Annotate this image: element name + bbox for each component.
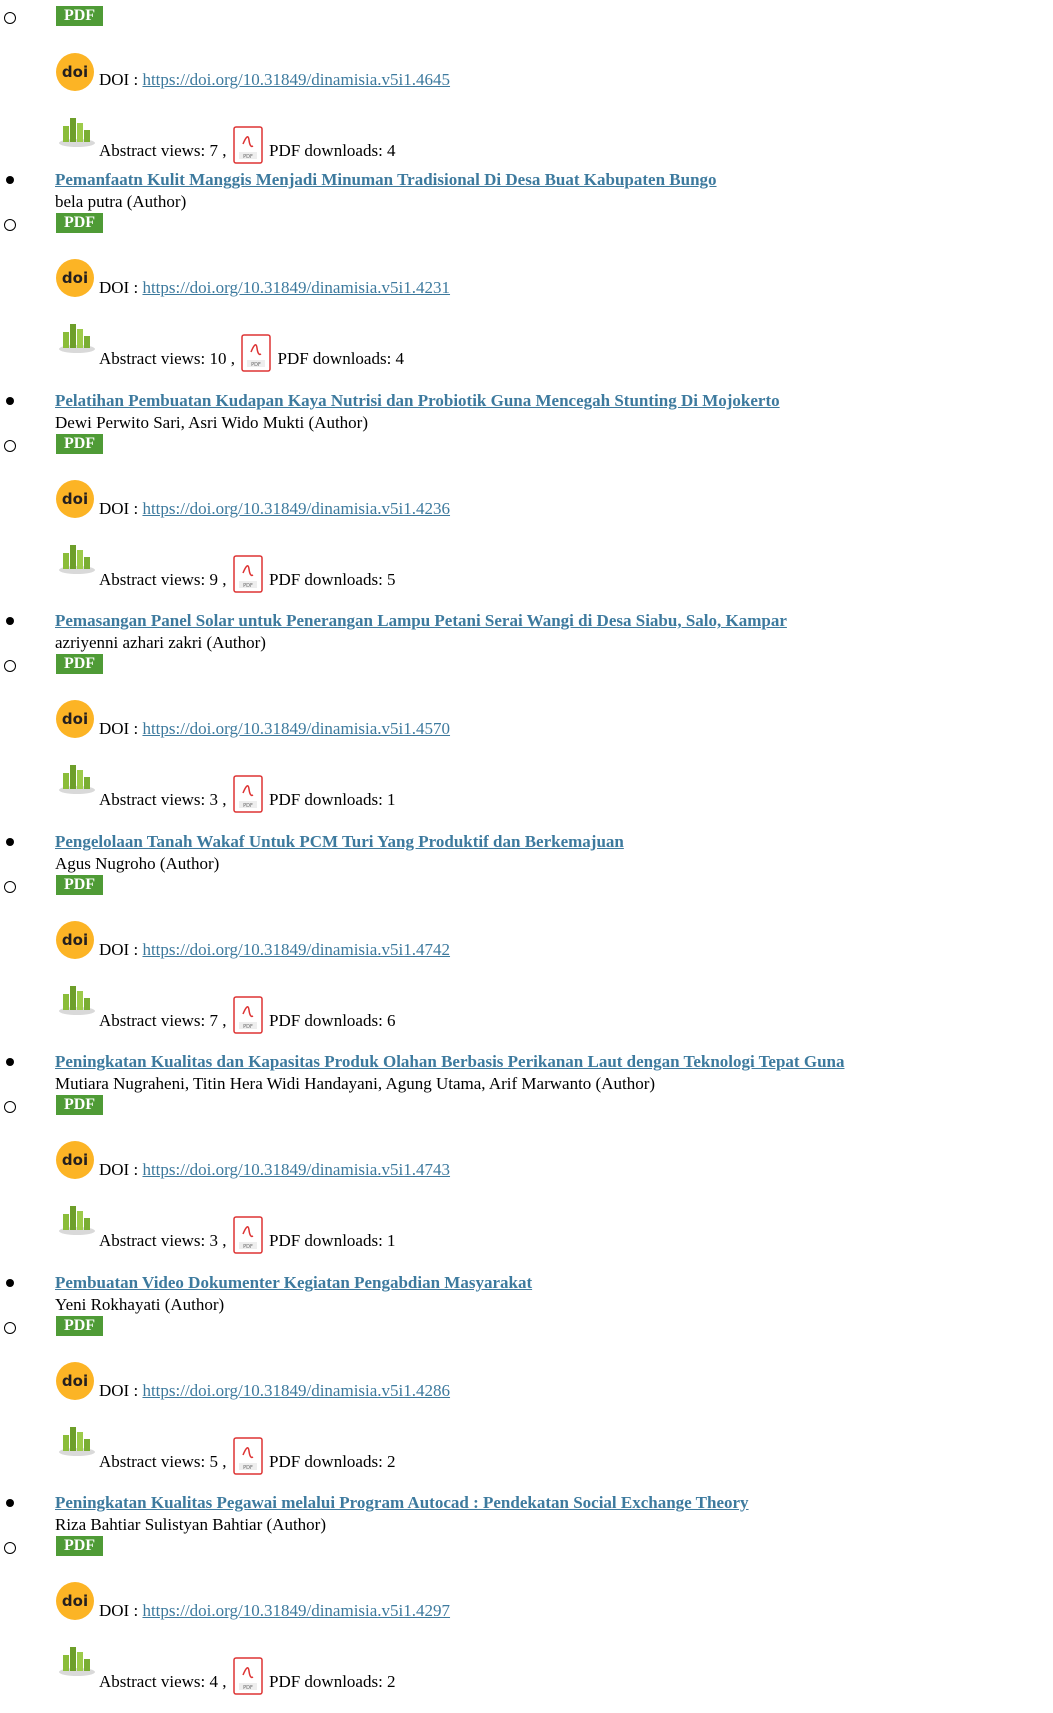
doi-icon <box>55 920 95 960</box>
abstract-views: Abstract views: 10 , <box>99 349 235 368</box>
article-authors: Riza Bahtiar Sulistyan Bahtiar (Author) <box>55 1515 326 1534</box>
abstract-views: Abstract views: 7 , <box>99 141 227 160</box>
doi-link[interactable]: https://doi.org/10.31849/dinamisia.v5i1.4286 <box>142 1381 451 1400</box>
list-bullet <box>6 1279 14 1287</box>
stats-row <box>99 555 396 593</box>
pdf-button[interactable]: PDF <box>56 6 103 26</box>
pdf-file-icon <box>233 1216 263 1254</box>
pdf-button[interactable]: PDF <box>56 1095 103 1115</box>
svg-text:PDF: PDF <box>242 1685 253 1691</box>
pdf-file-icon <box>233 996 263 1034</box>
stats-row <box>99 1657 396 1695</box>
doi-row <box>99 1160 450 1180</box>
article-authors: Yeni Rokhayati (Author) <box>55 1295 225 1314</box>
article-authors: bela putra (Author) <box>55 192 187 211</box>
bar-chart-icon <box>55 1641 97 1677</box>
pdf-button[interactable]: PDF <box>56 213 103 233</box>
pdf-downloads: PDF downloads: 4 <box>268 141 396 160</box>
abstract-views: Abstract views: 7 , <box>99 1011 227 1030</box>
stats-row <box>99 1437 396 1475</box>
pdf-button[interactable]: PDF <box>56 654 103 674</box>
svg-text:doi: doi <box>61 1592 89 1610</box>
svg-text:PDF: PDF <box>242 1024 253 1030</box>
doi-icon <box>55 258 95 298</box>
article-title-link[interactable]: Pelatihan Pembuatan Kudapan Kaya Nutrisi dan Probiotik Guna Mencegah Stunting Di Mojokerto <box>55 391 780 410</box>
sub-bullet <box>4 660 16 672</box>
doi-icon <box>55 1581 95 1621</box>
pdf-file-icon <box>233 775 263 813</box>
sub-bullet <box>4 1322 16 1334</box>
doi-label: DOI : <box>99 940 139 959</box>
doi-row <box>99 940 450 960</box>
article-title-link[interactable]: Pemasangan Panel Solar untuk Penerangan Lampu Petani Serai Wangi di Desa Siabu, Salo, Kampar <box>55 611 787 630</box>
doi-row <box>99 70 450 90</box>
article-authors: Mutiara Nugraheni, Titin Hera Widi Handayani, Agung Utama, Arif Marwanto (Author) <box>55 1074 656 1093</box>
article-authors: azriyenni azhari zakri (Author) <box>55 633 266 652</box>
pdf-downloads: PDF downloads: 6 <box>268 1011 396 1030</box>
svg-text:PDF: PDF <box>242 583 253 589</box>
doi-row <box>99 1601 450 1621</box>
doi-label: DOI : <box>99 70 139 89</box>
bar-chart-icon <box>55 1421 97 1457</box>
svg-text:doi: doi <box>61 269 89 287</box>
pdf-file-icon <box>233 126 263 164</box>
sub-bullet <box>4 219 16 231</box>
doi-label: DOI : <box>99 278 139 297</box>
sub-bullet <box>4 881 16 893</box>
abstract-views: Abstract views: 5 , <box>99 1452 227 1471</box>
pdf-downloads: PDF downloads: 5 <box>268 570 396 589</box>
pdf-downloads: PDF downloads: 2 <box>268 1672 396 1691</box>
abstract-views: Abstract views: 4 , <box>99 1672 227 1691</box>
bar-chart-icon <box>55 318 97 354</box>
doi-link[interactable]: https://doi.org/10.31849/dinamisia.v5i1.4645 <box>142 70 451 89</box>
doi-label: DOI : <box>99 1381 139 1400</box>
doi-link[interactable]: https://doi.org/10.31849/dinamisia.v5i1.4742 <box>142 940 451 959</box>
pdf-file-icon <box>241 334 271 372</box>
article-title-link[interactable]: Peningkatan Kualitas dan Kapasitas Produk Olahan Berbasis Perikanan Laut dengan Teknologi Tepat Guna <box>55 1052 845 1071</box>
doi-link[interactable]: https://doi.org/10.31849/dinamisia.v5i1.4570 <box>142 719 451 738</box>
svg-text:doi: doi <box>61 1151 89 1169</box>
pdf-file-icon <box>233 1437 263 1475</box>
list-bullet <box>6 397 14 405</box>
doi-label: DOI : <box>99 1601 139 1620</box>
svg-text:doi: doi <box>61 490 89 508</box>
article-title-link[interactable]: Pembuatan Video Dokumenter Kegiatan Pengabdian Masyarakat <box>55 1273 533 1292</box>
doi-link[interactable]: https://doi.org/10.31849/dinamisia.v5i1.4231 <box>142 278 451 297</box>
svg-text:doi: doi <box>61 710 89 728</box>
sub-bullet <box>4 12 16 24</box>
svg-text:doi: doi <box>61 931 89 949</box>
stats-row <box>99 775 396 813</box>
article-authors: Agus Nugroho (Author) <box>55 854 220 873</box>
list-bullet <box>6 838 14 846</box>
stats-row <box>99 996 396 1034</box>
doi-label: DOI : <box>99 499 139 518</box>
doi-label: DOI : <box>99 719 139 738</box>
pdf-downloads: PDF downloads: 1 <box>268 790 396 809</box>
doi-link[interactable]: https://doi.org/10.31849/dinamisia.v5i1.4743 <box>142 1160 451 1179</box>
pdf-file-icon <box>233 1657 263 1695</box>
article-authors: Dewi Perwito Sari, Asri Wido Mukti (Author) <box>55 413 369 432</box>
pdf-button[interactable]: PDF <box>56 434 103 454</box>
pdf-button[interactable]: PDF <box>56 875 103 895</box>
bar-chart-icon <box>55 539 97 575</box>
pdf-downloads: PDF downloads: 1 <box>268 1231 396 1250</box>
svg-text:PDF: PDF <box>242 1244 253 1250</box>
sub-bullet <box>4 1542 16 1554</box>
doi-icon <box>55 479 95 519</box>
svg-text:PDF: PDF <box>242 154 253 160</box>
svg-text:PDF: PDF <box>242 803 253 809</box>
list-bullet <box>6 176 14 184</box>
svg-text:PDF: PDF <box>251 362 262 368</box>
article-title-link[interactable]: Peningkatan Kualitas Pegawai melalui Program Autocad : Pendekatan Social Exchange Theory <box>55 1493 749 1512</box>
pdf-button[interactable]: PDF <box>56 1536 103 1556</box>
pdf-downloads: PDF downloads: 2 <box>268 1452 396 1471</box>
stats-row <box>99 334 404 372</box>
article-title-link[interactable]: Pemanfaatn Kulit Manggis Menjadi Minuman Tradisional Di Desa Buat Kabupaten Bungo <box>55 170 717 189</box>
sub-bullet <box>4 440 16 452</box>
doi-icon <box>55 1361 95 1401</box>
bar-chart-icon <box>55 112 97 148</box>
pdf-button[interactable]: PDF <box>56 1316 103 1336</box>
bar-chart-icon <box>55 980 97 1016</box>
doi-icon <box>55 1140 95 1180</box>
svg-text:doi: doi <box>61 1372 89 1390</box>
list-bullet <box>6 1499 14 1507</box>
stats-row <box>99 126 396 164</box>
bar-chart-icon <box>55 1200 97 1236</box>
doi-row <box>99 278 450 298</box>
doi-row <box>99 1381 450 1401</box>
pdf-file-icon <box>233 555 263 593</box>
doi-icon <box>55 52 95 92</box>
bar-chart-icon <box>55 759 97 795</box>
article-title-link[interactable]: Pengelolaan Tanah Wakaf Untuk PCM Turi Yang Produktif dan Berkemajuan <box>55 832 624 851</box>
list-bullet <box>6 617 14 625</box>
doi-link[interactable]: https://doi.org/10.31849/dinamisia.v5i1.4297 <box>142 1601 451 1620</box>
doi-row <box>99 719 450 739</box>
svg-text:PDF: PDF <box>242 1465 253 1471</box>
doi-icon <box>55 699 95 739</box>
stats-row <box>99 1216 396 1254</box>
abstract-views: Abstract views: 3 , <box>99 1231 227 1250</box>
doi-link[interactable]: https://doi.org/10.31849/dinamisia.v5i1.4236 <box>142 499 451 518</box>
abstract-views: Abstract views: 3 , <box>99 790 227 809</box>
list-bullet <box>6 1058 14 1066</box>
sub-bullet <box>4 1101 16 1113</box>
pdf-downloads: PDF downloads: 4 <box>277 349 405 368</box>
doi-row <box>99 499 450 519</box>
abstract-views: Abstract views: 9 , <box>99 570 227 589</box>
doi-label: DOI : <box>99 1160 139 1179</box>
svg-text:doi: doi <box>61 63 89 81</box>
